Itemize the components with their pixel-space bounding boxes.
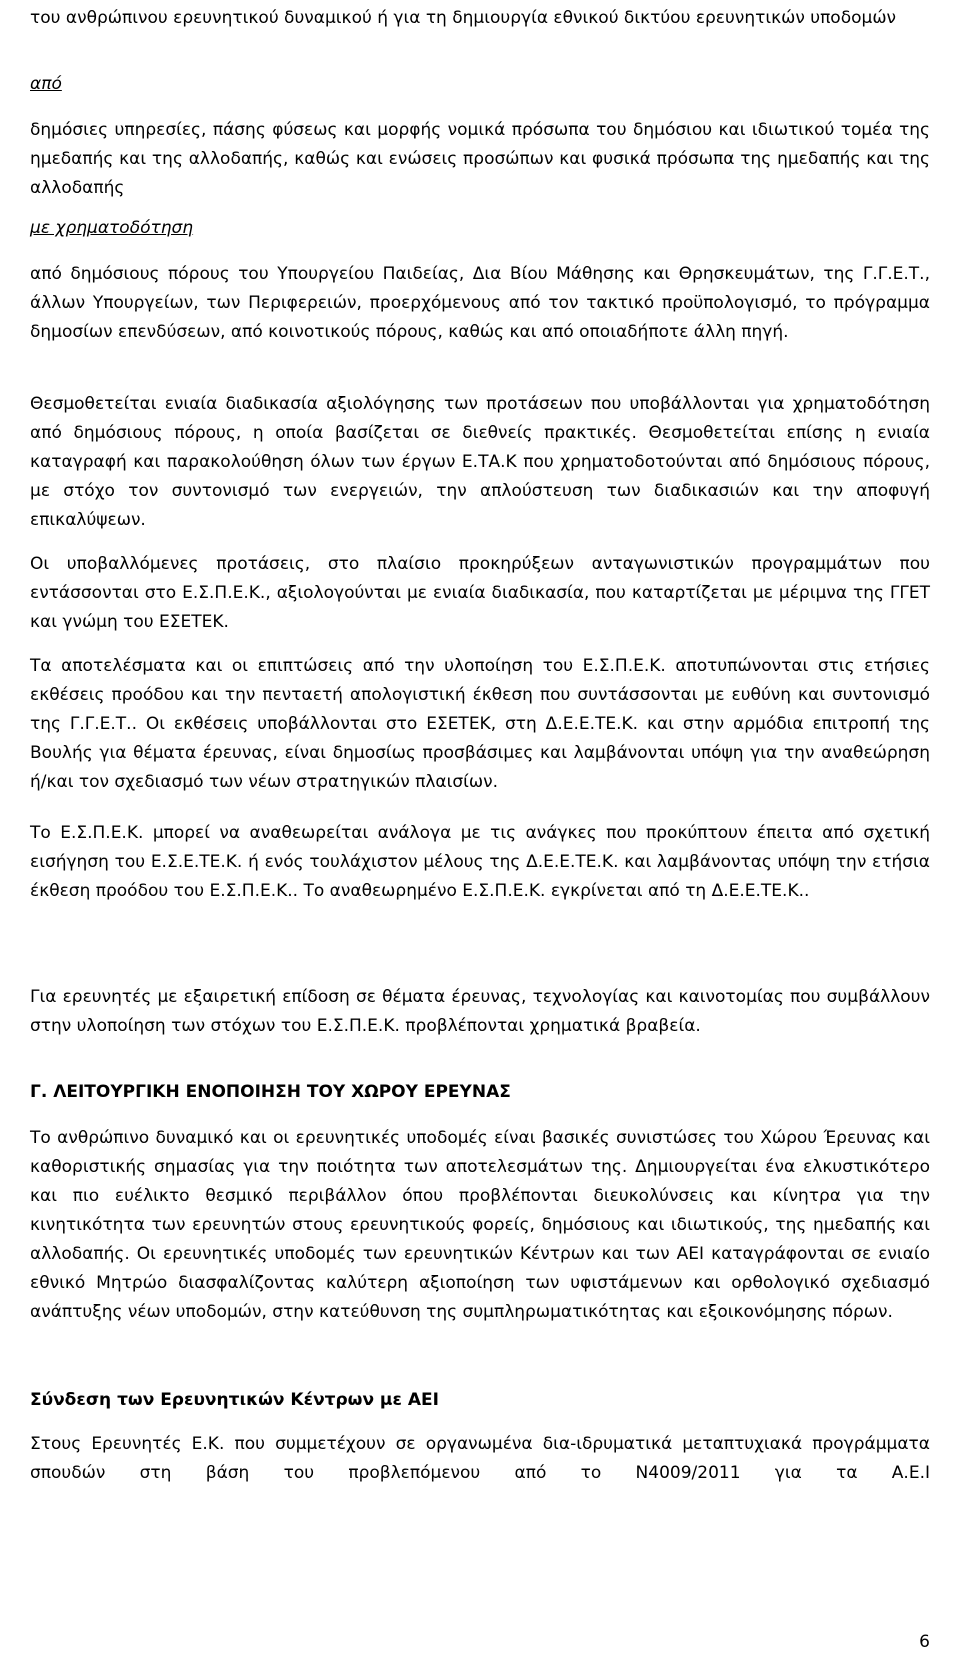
paragraph-awards: Για ερευνητές με εξαιρετική επίδοση σε θέματα έρευνας, τεχνολογίας και καινοτομίας που συμβάλλουν στην υλοποίηση των στόχων του Ε.Σ.Π.Ε.Κ. προβλέπονται χρηματικά βραβεία.: [30, 987, 930, 1036]
paragraph-results: Τα αποτελέσματα και οι επιπτώσεις από την υλοποίηση του Ε.Σ.Π.Ε.Κ. αποτυπώνονται στις ετήσιες εκθέσεις προόδου και την πενταετή απολογιστική έκθεση που συντάσσονται με ευθύνη και συντονισμό της Γ.Γ.Ε.Τ.. Οι εκθέσεις υποβάλλονται στο ΕΣΕΤΕΚ, στη Δ.Ε.Ε.ΤΕ.Κ. και στην αρμόδια επιτροπή της Βουλής για θέματα έρευνας, είναι δημοσίως προσβάσιμες και λαμβάνονται υπόψη για την αναθεώρηση ή/και τον σχεδιασμό των νέων στρατηγικών πλαισίων.: [30, 656, 930, 792]
page-number: 6: [919, 1632, 930, 1652]
paragraph-evaluation: Θεσμοθετείται ενιαία διαδικασία αξιολόγησης των προτάσεων που υποβάλλονται για χρηματοδότηση από δημόσιους πόρους, η οποία βασίζεται σε διεθνείς πρακτικές. Θεσμοθετείται επίσης η ενιαία καταγραφή και παρακολούθηση όλων των έργων Ε.ΤΑ.Κ που χρηματοδοτούνται από δημόσιους πόρους, με στόχο τον συντονισμό των ενεργειών, την απλούστευση των διαδικασιών και την αποφυγή επικαλύψεων.: [30, 394, 930, 530]
paragraph-continuation: του ανθρώπινου ερευνητικού δυναμικού ή για τη δημιουργία εθνικού δικτύου ερευνητικών υποδομών: [30, 8, 897, 28]
paragraph-researchers: Στους Ερευνητές Ε.Κ. που συμμετέχουν σε οργανωμένα δια-ιδρυματικά μεταπτυχιακά προγράμματα σπουδών στη βάση του προβλεπόμενου από το Ν4009/2011 για τα Α.Ε.Ι: [30, 1434, 930, 1483]
paragraph-revision: Το Ε.Σ.Π.Ε.Κ. μπορεί να αναθεωρείται ανάλογα με τις ανάγκες που προκύπτουν έπειτα από σχετική εισήγηση του Ε.Σ.Ε.ΤΕ.Κ. ή ενός τουλάχιστον μέλους της Δ.Ε.Ε.ΤΕ.Κ. και λαμβάνοντας υπόψη την ετήσια έκθεση προόδου του Ε.Σ.Π.Ε.Κ.. Το αναθεωρημένο Ε.Σ.Π.Ε.Κ. εγκρίνεται από τη Δ.Ε.Ε.ΤΕ.Κ..: [30, 823, 930, 901]
label-apo-text: από: [30, 74, 62, 94]
label-funding: [30, 214, 930, 243]
paragraph-proposals: Οι υποβαλλόμενες προτάσεις, στο πλαίσιο προκηρύξεων ανταγωνιστικών προγραμμάτων που εντάσσονται στο Ε.Σ.Π.Ε.Κ., αξιολογούνται με ενιαία διαδικασία, που καταρτίζεται με μέριμνα της ΓΓΕΤ και γνώμη του ΕΣΕΤΕΚ.: [30, 554, 930, 632]
label-funding-text: με χρηματοδότηση: [30, 218, 194, 238]
paragraph-research-area: Το ανθρώπινο δυναμικό και οι ερευνητικές υποδομές είναι βασικές συνιστώσες του Χώρου Έρευνας και καθοριστικής σημασίας για την ποιότητα των αποτελεσμάτων της. Δημιουργείται ένα ελκυστικότερο και πιο ευέλικτο θεσμικό περιβάλλον όπου προβλέπονται διευκολύνσεις και κίνητρα για την κινητικότητα των ερευνητών στους ερευνητικούς φορείς, δημόσιους και ιδιωτικούς, της ημεδαπής και αλλοδαπής. Οι ερευνητικές υποδομές των ερευνητικών Κέντρων και των ΑΕΙ καταγράφονται σε ενιαίο εθνικό Μητρώο διασφαλίζοντας καλύτερη αξιοποίηση των υφιστάμενων και ορθολογικό σχεδιασμό ανάπτυξης νέων υποδομών, στην κατεύθυνση της συμπληρωματικότητας και εξοικονόμησης πόρων.: [30, 1128, 930, 1322]
section-heading-g: Γ. ΛΕΙΤΟΥΡΓΙΚΗ ΕΝΟΠΟΙΗΣΗ ΤΟΥ ΧΩΡΟΥ ΕΡΕΥΝΑΣ: [30, 1082, 511, 1102]
paragraph-funding-sources: από δημόσιους πόρους του Υπουργείου Παιδείας, Δια Βίου Μάθησης και Θρησκευμάτων, της Γ.Γ.Ε.Τ., άλλων Υπουργείων, των Περιφερειών, προερχόμενους από τον τακτικό προϋπολογισμό, το πρόγραμμα δημοσίων επενδύσεων, από κοινοτικούς πόρους, καθώς και από οποιαδήποτε άλλη πηγή.: [30, 264, 930, 342]
subheading-research-centers: Σύνδεση των Ερευνητικών Κέντρων με ΑΕΙ: [30, 1390, 439, 1410]
paragraph-entities: δημόσιες υπηρεσίες, πάσης φύσεως και μορφής νομικά πρόσωπα του δημόσιου και ιδιωτικού τομέα της ημεδαπής και της αλλοδαπής, καθώς και ενώσεις προσώπων και φυσικά πρόσωπα της ημεδαπής και της αλλοδαπής: [30, 120, 930, 198]
label-apo: [30, 70, 930, 99]
